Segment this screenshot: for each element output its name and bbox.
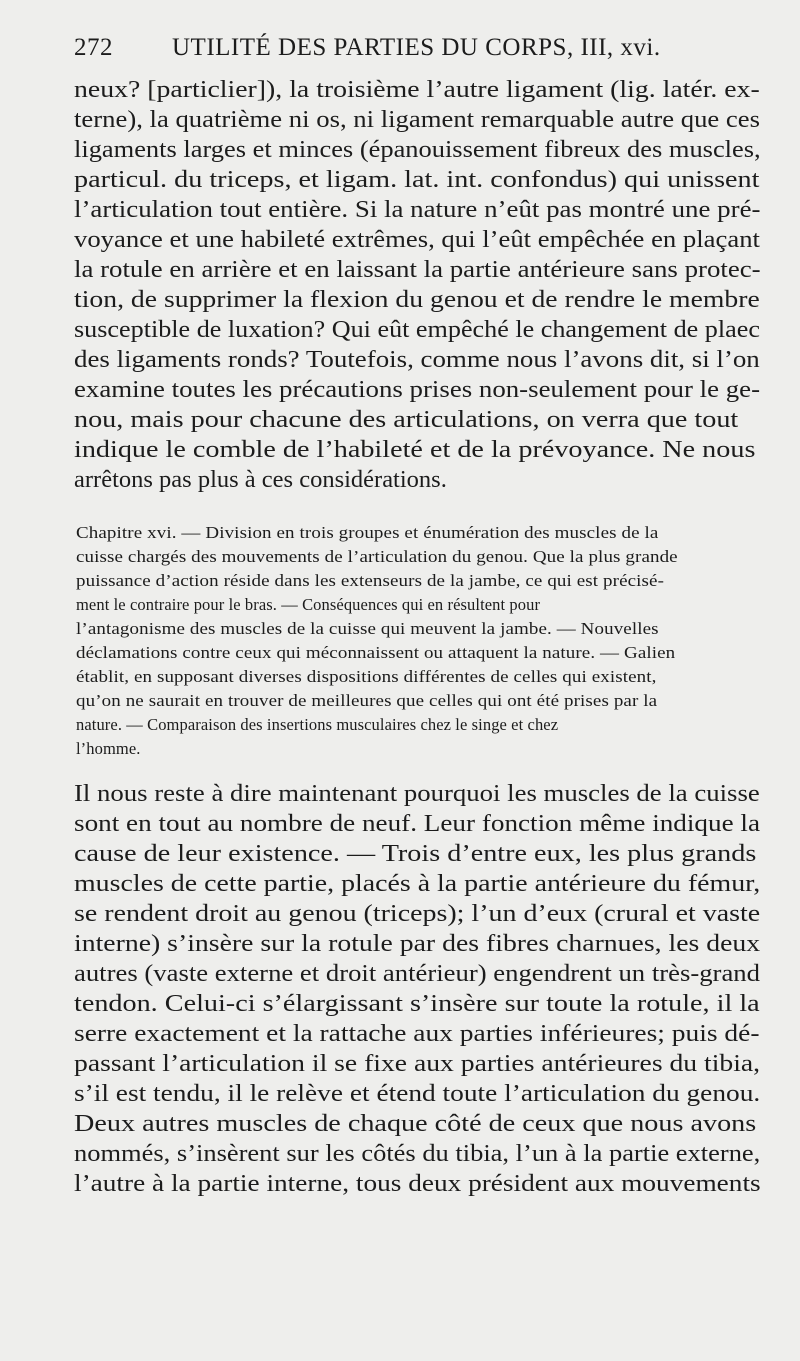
text-line: serre exactement et la rattache aux parties inférieures; puis dé- [74,1020,760,1047]
page-number: 272 [74,34,113,61]
summary-line: Chapitre xvi. — Division en trois groupes et énumération des muscles de la [76,523,659,542]
summary-line: ment le contraire pour le bras. — Conséquences qui en résultent pour [76,595,541,614]
text-line: tion, de supprimer la flexion du genou et de rendre le membre [74,286,760,313]
page-header [68,34,768,70]
summary-line: qu’on ne saurait en trouver de meilleures que celles qui ont été prises par la [76,691,658,710]
summary-line: cuisse chargés des mouvements de l’articulation du genou. Que la plus grande [76,547,678,566]
text-line: Deux autres muscles de chaque côté de ceux que nous avons [74,1110,757,1137]
running-title: UTILITÉ DES PARTIES DU CORPS, III, xvi. [172,34,661,61]
summary-line: l’antagonisme des muscles de la cuisse qui meuvent la jambe. — Nouvelles [76,619,659,638]
text-line: nou, mais pour chacune des articulations, on verra que tout [74,406,739,433]
text-line: ligaments larges et minces (épanouissement fibreux des muscles, [74,136,761,163]
text-line: cause de leur existence. — Trois d’entre eux, les plus grands [74,840,757,867]
text-line: se rendent droit au genou (triceps); l’un d’eux (crural et vaste [74,900,761,927]
text-line: nommés, s’insèrent sur les côtés du tibia, l’un à la partie externe, [74,1140,761,1167]
text-line: muscles de cette partie, placés à la partie antérieure du fémur, [74,870,761,897]
text-line: Il nous reste à dire maintenant pourquoi les muscles de la cuisse [74,780,760,807]
text-line: neux? [particlier]), la troisième l’autre ligament (lig. latér. ex- [74,76,760,103]
text-line: sont en tout au nombre de neuf. Leur fonction même indique la [74,810,761,837]
text-line: autres (vaste externe et droit antérieur) engendrent un très-grand [74,960,760,987]
text-line: indique le comble de l’habileté et de la prévoyance. Ne nous [74,436,756,463]
text-line: la rotule en arrière et en laissant la partie antérieure sans protec- [74,256,761,283]
text-line: examine toutes les précautions prises non-seulement pour le ge- [74,376,761,403]
text-line: voyance et une habileté extrêmes, qui l’eût empêchée en plaçant [74,226,760,253]
text-line: tendon. Celui-ci s’élargissant s’insère sur toute la rotule, il la [74,990,760,1017]
summary-line: puissance d’action réside dans les extenseurs de la jambe, ce qui est précisé- [76,571,665,590]
text-line: susceptible de luxation? Qui eût empêché le changement de plaec [74,316,760,343]
summary-line: établit, en supposant diverses dispositions différentes de celles qui existent, [76,667,657,686]
text-line: passant l’articulation il se fixe aux parties antérieures du tibia, [74,1050,761,1077]
text-line: l’articulation tout entière. Si la nature n’eût pas montré une pré- [74,196,761,223]
summary-line: déclamations contre ceux qui méconnaissent ou attaquent la nature. — Galien [76,643,676,662]
text-line: terne), la quatrième ni os, ni ligament remarquable autre que ces [74,106,761,133]
text-line: des ligaments ronds? Toutefois, comme nous l’avons dit, si l’on [74,346,760,373]
text-line: l’autre à la partie interne, tous deux président aux mouvements [74,1170,761,1197]
text-line: interne) s’insère sur la rotule par des fibres charnues, les deux [74,930,761,957]
summary-line: nature. — Comparaison des insertions musculaires chez le singe et chez [76,715,559,734]
summary-line: l’homme. [76,739,141,758]
text-line: s’il est tendu, il le relève et étend toute l’articulation du genou. [74,1080,761,1107]
text-line: arrêtons pas plus à ces considérations. [74,466,447,493]
text-line: particul. du triceps, et ligam. lat. int. confondus) qui unissent [74,166,760,193]
